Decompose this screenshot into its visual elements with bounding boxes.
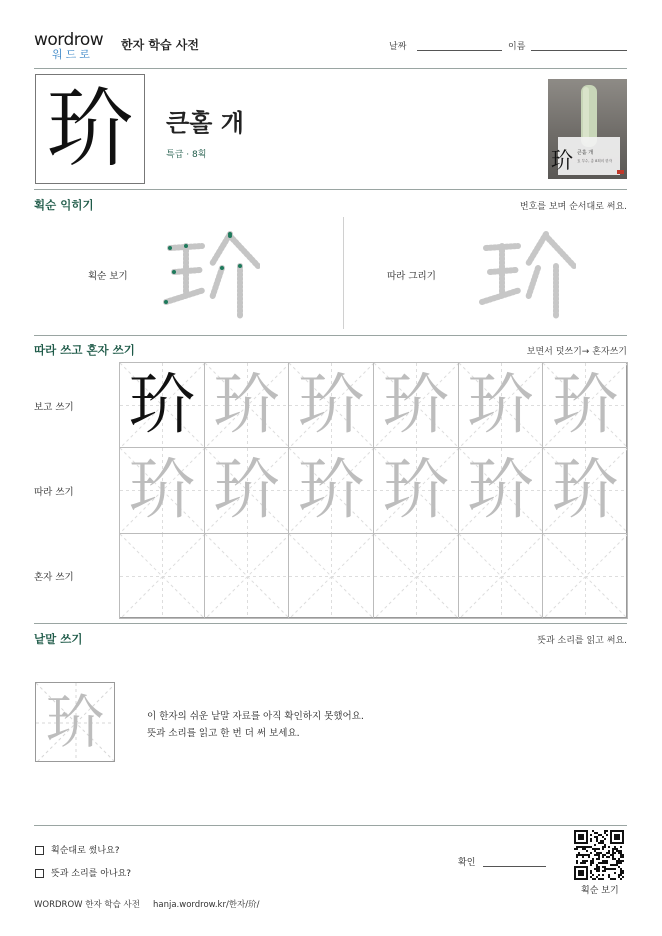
practice-section-hint: 보면서 덧쓰기→ 혼자쓰기 bbox=[526, 347, 627, 357]
practice-cell[interactable] bbox=[373, 362, 459, 448]
guide-lines bbox=[205, 534, 290, 619]
footer-url[interactable]: hanja.wordrow.kr/한자/玠/ bbox=[153, 900, 260, 910]
stroke-section-title: 획순 익히기 bbox=[34, 198, 94, 212]
practice-cell[interactable] bbox=[204, 362, 290, 448]
character-photo bbox=[548, 79, 627, 179]
guide-lines bbox=[543, 534, 628, 619]
word-section-hint: 뜻과 소리를 읽고 써요. bbox=[537, 636, 627, 646]
section-divider-4 bbox=[34, 825, 627, 826]
practice-glyph: 玠 bbox=[382, 366, 449, 444]
practice-cell[interactable] bbox=[542, 533, 628, 619]
row-label-see: 보고 쓰기 bbox=[34, 402, 74, 413]
stroke-trace-label: 따라 그리기 bbox=[387, 271, 436, 282]
practice-cell[interactable] bbox=[288, 362, 374, 448]
qr-icon bbox=[574, 830, 624, 880]
practice-glyph: 玠 bbox=[213, 451, 280, 529]
checklist-item-stroke[interactable] bbox=[35, 843, 120, 856]
practice-glyph: 玠 bbox=[552, 366, 619, 444]
practice-cell[interactable] bbox=[204, 447, 290, 533]
guide-lines bbox=[459, 534, 544, 619]
practice-cell[interactable] bbox=[373, 447, 459, 533]
logo-wordmark: wordrow bbox=[34, 30, 104, 50]
practice-glyph: 玠 bbox=[552, 451, 619, 529]
practice-grid bbox=[119, 362, 627, 618]
section-divider-3 bbox=[34, 623, 627, 624]
practice-cell[interactable] bbox=[542, 447, 628, 533]
checklist-label: 뜻과 소리를 아나요? bbox=[51, 869, 132, 879]
practice-cell[interactable] bbox=[458, 362, 544, 448]
practice-glyph: 玠 bbox=[128, 451, 195, 529]
practice-cell[interactable] bbox=[458, 533, 544, 619]
practice-glyph: 玠 bbox=[213, 366, 280, 444]
practice-cell[interactable] bbox=[373, 533, 459, 619]
name-field[interactable] bbox=[531, 50, 627, 51]
practice-glyph: 玠 bbox=[467, 451, 534, 529]
stroke-trace-diagram[interactable] bbox=[476, 224, 576, 324]
app-title: 한자 학습 사전 bbox=[121, 38, 199, 52]
character-box bbox=[35, 74, 145, 184]
checklist-item-meaning[interactable] bbox=[35, 866, 131, 879]
practice-glyph: 玠 bbox=[298, 366, 365, 444]
practice-cell[interactable] bbox=[119, 533, 205, 619]
photo-badge bbox=[617, 170, 624, 174]
stroke-view-label: 획순 보기 bbox=[88, 271, 128, 282]
confirm-field[interactable] bbox=[483, 866, 546, 867]
practice-cell[interactable] bbox=[542, 362, 628, 448]
photo-caption-title: 큰홀 개 bbox=[577, 150, 594, 156]
section-divider-1 bbox=[34, 189, 627, 190]
confirm-label: 확인 bbox=[458, 858, 476, 868]
stroke-order-diagram bbox=[160, 224, 260, 324]
practice-glyph: 玠 bbox=[298, 451, 365, 529]
practice-cell[interactable] bbox=[288, 447, 374, 533]
guide-lines bbox=[374, 534, 459, 619]
guide-lines bbox=[289, 534, 374, 619]
character-meaning: 큰홀 개 bbox=[166, 109, 244, 137]
word-practice-box[interactable] bbox=[35, 682, 115, 762]
word-message-line1: 이 한자의 쉬운 낱말 자료를 아직 확인하지 못했어요. bbox=[147, 711, 364, 722]
practice-cell[interactable] bbox=[458, 447, 544, 533]
practice-cell[interactable] bbox=[119, 447, 205, 533]
practice-cell[interactable] bbox=[119, 362, 205, 448]
checkbox[interactable] bbox=[35, 869, 44, 878]
stroke-divider bbox=[343, 217, 344, 329]
logo bbox=[34, 30, 114, 64]
row-label-alone: 혼자 쓰기 bbox=[34, 572, 74, 583]
footer-brand: WORDROW 한자 학습 사전 bbox=[34, 900, 140, 910]
guide-lines bbox=[120, 534, 205, 619]
row-label-trace: 따라 쓰기 bbox=[34, 487, 74, 498]
word-message-line2: 뜻과 소리를 읽고 한 번 더 써 보세요. bbox=[147, 728, 300, 739]
practice-cell[interactable] bbox=[288, 533, 374, 619]
practice-section-title: 따라 쓰고 혼자 쓰기 bbox=[34, 343, 135, 357]
practice-cell[interactable] bbox=[204, 533, 290, 619]
practice-glyph: 玠 bbox=[467, 366, 534, 444]
name-label: 이름 bbox=[508, 42, 526, 52]
character-glyph: 玠 bbox=[47, 79, 133, 179]
character-meta: 특급 · 8획 bbox=[166, 150, 207, 160]
photo-caption-sub: 玉 부수, 총 8획의 한자 bbox=[577, 159, 612, 163]
header-divider bbox=[34, 68, 627, 69]
logo-korean: 워드로 bbox=[52, 48, 93, 61]
practice-glyph: 玠 bbox=[128, 366, 195, 444]
stroke-section-hint: 번호를 보며 순서대로 써요. bbox=[519, 202, 627, 212]
date-label: 날짜 bbox=[389, 42, 407, 52]
word-section-title: 낱말 쓰기 bbox=[34, 632, 83, 646]
practice-glyph: 玠 bbox=[382, 451, 449, 529]
section-divider-2 bbox=[34, 335, 627, 336]
date-field[interactable] bbox=[417, 50, 502, 51]
checkbox[interactable] bbox=[35, 846, 44, 855]
photo-glyph: 玠 bbox=[551, 149, 574, 174]
qr-label: 획순 보기 bbox=[581, 886, 619, 896]
checklist-label: 획순대로 썼나요? bbox=[51, 846, 120, 856]
word-practice-glyph: 玠 bbox=[45, 688, 104, 756]
qr-code[interactable] bbox=[574, 830, 624, 880]
